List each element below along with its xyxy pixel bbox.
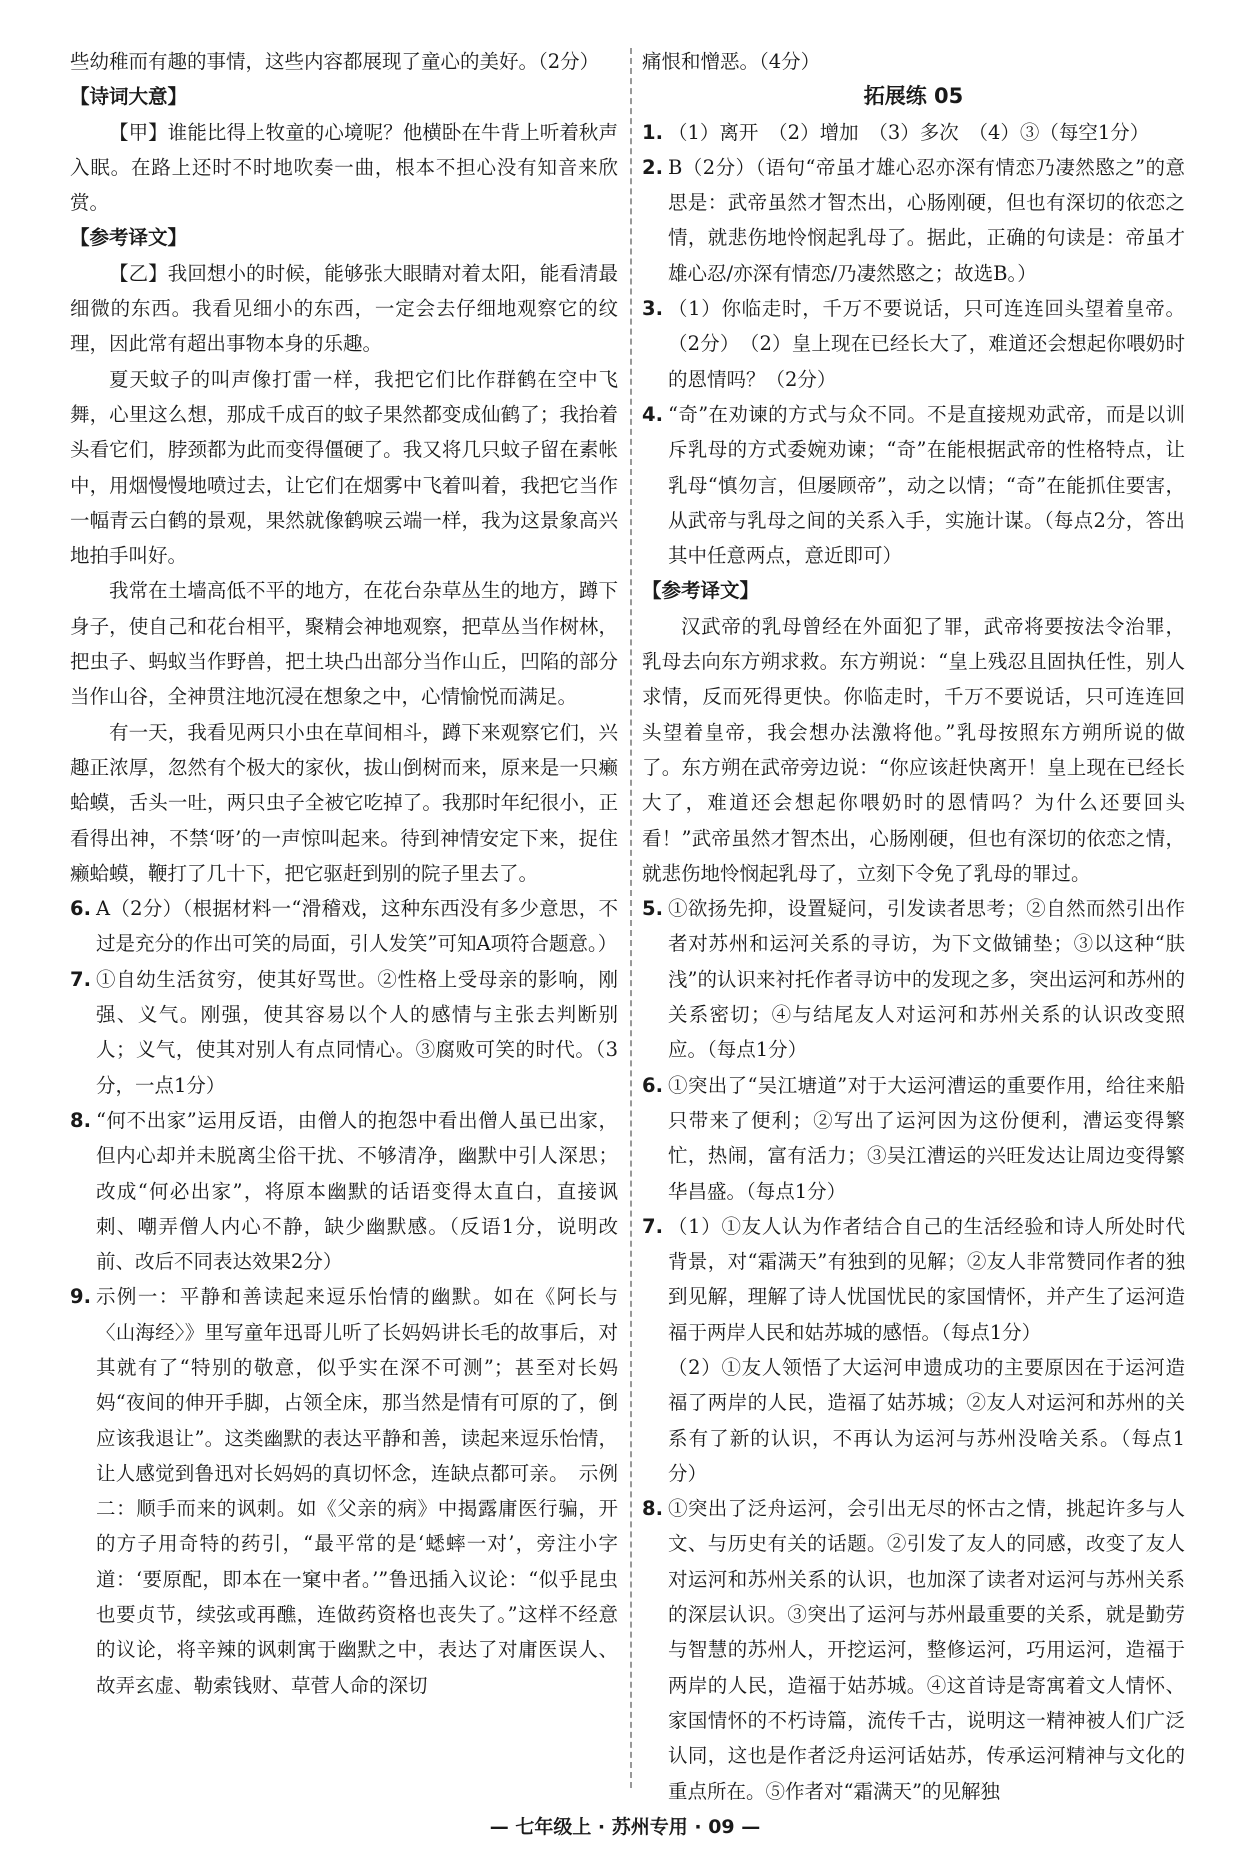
answer-number: 9.	[70, 1285, 91, 1309]
answer-text	[668, 1209, 1185, 1491]
continued-text: 痛恨和憎恶。（4分）	[642, 50, 821, 73]
answer-text: ①突出了“吴江塘道”对于大运河漕运的重要作用，给往来船只带来了便利；②写出了运河因为这份便利，漕运变得繁忙，热闹，富有活力；③吴江漕运的兴旺发达让周边变得繁华昌盛。（每点1分）	[668, 1073, 1185, 1203]
answer-6	[642, 1068, 1185, 1209]
answer-7	[642, 1209, 1185, 1491]
answer-text: 示例一：平静和善读起来逗乐怡情的幽默。如在《阿长与〈山海经〉》里写童年迅哥儿听了长妈妈讲长毛的故事后，对其就有了“特别的敬意，似乎实在深不可测”；甚至对长妈妈“夜间的伸开手脚，占领全床，那当然是情有可原的了，倒应该我退让”。这类幽默的表达平静和善，读起来逗乐怡情，让人感觉到鲁迅对长妈妈的真切怀念，连缺点都可亲。 示例二：顺手而来的讽刺。如《父亲的病》中揭露庸医行骗，开的方子用奇特的药引，“最平常的是‘蟋蟀一对’，旁注小字道：‘要原配，即本在一窠中者。’”鲁迅插入议论：“似乎昆虫也要贞节，续弦或再醮，连做药资格也丧失了。”这样不经意的议论，将辛辣的讽刺寓于幽默之中，表达了对庸医误人、故弄玄虚、勒索钱财、草菅人命的深切	[96, 1285, 618, 1697]
answer-1	[642, 115, 1185, 150]
answer-number: 3.	[642, 297, 663, 321]
answer-6	[70, 891, 618, 962]
answer-text: “奇”在劝谏的方式与众不同。不是直接规劝武帝，而是以训斥乳母的方式委婉劝谏；“奇”在能根据武帝的性格特点，让乳母“慎勿言，但屡顾帝”，动之以情；“奇”在能抓住要害，从武帝与乳母之间的关系入手，实施计谋。（每点2分，答出其中任意两点，意近即可）	[668, 402, 1185, 568]
answer-number: 2.	[642, 155, 663, 179]
intro-paragraph: 些幼稚而有趣的事情，这些内容都展现了童心的美好。（2分）	[70, 50, 600, 73]
translation-paragraph: 汉武帝的乳母曾经在外面犯了罪，武帝将要按法令治罪，乳母去向东方朔求救。东方朔说：“皇上残忍且固执任性，别人求情，反而死得更快。你临走时，千万不要说话，只可连连回头望着皇帝，我会想办法激将他。”乳母按照东方朔所说的做了。东方朔在武帝旁边说：“你应该赶快离开！皇上现在已经长大了，难道还会想起你喂奶时的恩情吗？为什么还要回头看！”武帝虽然才智杰出，心肠刚硬，但也有深切的依恋之情，就悲伤地怜悯起乳母了，立刻下令免了乳母的罪过。	[642, 614, 1185, 885]
answer-text: “何不出家”运用反语，由僧人的抱怨中看出僧人虽已出家，但内心却并未脱离尘俗干扰、不够清净，幽默中引人深思；改成“何必出家”，将原本幽默的话语变得太直白，直接讽刺、嘲弄僧人内心不静，缺少幽默感。（反语1分，说明改前、改后不同表达效果2分）	[96, 1108, 618, 1274]
yi-paragraph-4: 有一天，我看见两只小虫在草间相斗，蹲下来观察它们，兴趣正浓厚，忽然有个极大的家伙，拔山倒树而来，原来是一只癞蛤蟆，舌头一吐，两只虫子全被它吃掉了。我那时年纪很小，正看得出神，不禁‘呀’的一声惊叫起来。待到神情安定下来，捉住癞蛤蟆，鞭打了几十下，把它驱赶到别的院子里去了。	[70, 720, 618, 885]
answer-text: （1）离开 （2）增加 （3）多次 （4）③（每空1分）	[668, 120, 1150, 144]
answer-8	[70, 1103, 618, 1279]
column-divider	[630, 48, 632, 1788]
answer-number: 6.	[642, 1073, 663, 1097]
translation-heading: 【参考译文】	[642, 579, 760, 603]
answer-text: ①突出了泛舟运河，会引出无尽的怀古之情，挑起许多与人文、与历史有关的话题。②引发了友人的同感，改变了友人对运河和苏州关系的认识，也加深了读者对运河与苏州关系的深层认识。③突出了运河与苏州最重要的关系，就是勤劳与智慧的苏州人，开挖运河，整修运河，巧用运河，造福于两岸的人民，造福于姑苏城。④这首诗是寄寓着文人情怀、家国情怀的不朽诗篇，流传千古，说明这一精神被人们广泛认同，这也是作者泛舟运河话姑苏，传承运河精神与文化的重点所在。⑤作者对“霜满天”的见解独	[668, 1497, 1185, 1803]
translation-heading: 【参考译文】	[70, 226, 188, 250]
answer-number: 5.	[642, 897, 663, 921]
answer-number: 4.	[642, 402, 663, 426]
answer-2	[642, 150, 1185, 291]
answer-4	[642, 397, 1185, 573]
jia-paragraph: 【甲】谁能比得上牧童的心境呢？他横卧在牛背上听着秋声入眠。在路上还时不时地吹奏一曲，根本不担心没有知音来欣赏。	[70, 120, 618, 215]
answer-7-part-2: （2）①友人领悟了大运河申遗成功的主要原因在于运河造福了两岸的人民，造福了姑苏城；②友人对运河和苏州的关系有了新的认识，不再认为运河与苏州没啥关系。（每点1分）	[668, 1355, 1185, 1485]
answer-text: （1）你临走时，千万不要说话，只可连连回头望着皇帝。（2分） （2）皇上现在已经长大了，难道还会想起你喂奶时的恩情吗？（2分）	[668, 297, 1185, 391]
answer-3	[642, 291, 1185, 397]
answer-number: 8.	[70, 1108, 91, 1132]
left-column	[70, 44, 618, 1703]
yi-paragraph-2: 夏天蚊子的叫声像打雷一样，我把它们比作群鹤在空中飞舞，心里这么想，那成千成百的蚊子果然都变成仙鹤了；我抬着头看它们，脖颈都为此而变得僵硬了。我又将几只蚊子留在素帐中，用烟慢慢地喷过去，让它们在烟雾中飞着叫着，我把它当作一幅青云白鹤的景观，果然就像鹤唳云端一样，我为这景象高兴地拍手叫好。	[70, 367, 618, 568]
answer-9	[70, 1279, 618, 1703]
answer-text: ①自幼生活贫穷，使其好骂世。②性格上受母亲的影响，刚强、义气。刚强，使其容易以个人的感情与主张去判断别人；义气，使其对别人有点同情心。③腐败可笑的时代。（3分，一点1分）	[96, 967, 618, 1097]
answer-number: 7.	[642, 1214, 663, 1238]
yi-paragraph-1: 【乙】我回想小的时候，能够张大眼睛对着太阳，能看清最细微的东西。我看见细小的东西，一定会去仔细地观察它的纹理，因此常有超出事物本身的乐趣。	[70, 261, 618, 356]
answer-text: ①欲扬先抑，设置疑问，引发读者思考；②自然而然引出作者对苏州和运河关系的寻访，为下文做铺垫；③以这种“肤浅”的认识来衬托作者寻访中的发现之多，突出运河和苏州的关系密切；④与结尾友人对运河和苏州关系的认识改变照应。（每点1分）	[668, 897, 1185, 1062]
yi-paragraph-3: 我常在土墙高低不平的地方，在花台杂草丛生的地方，蹲下身子，使自己和花台相平，聚精会神地观察，把草丛当作树林，把虫子、蚂蚁当作野兽，把土块凸出部分当作山丘，凹陷的部分当作山谷，全神贯注地沉浸在想象之中，心情愉悦而满足。	[70, 579, 618, 709]
answer-text: A（2分）（根据材料一“滑稽戏，这种东西没有多少意思，不过是充分的作出可笑的局面，引人发笑”可知A项符合题意。）	[96, 897, 618, 956]
page-footer: — 七年级上 · 苏州专用 · 09 —	[489, 1816, 761, 1838]
answer-7-part-1: （1）①友人认为作者结合自己的生活经验和诗人所处时代背景，对“霜满天”有独到的见解；②友人非常赞同作者的独到见解，理解了诗人忧国忧民的家国情怀，并产生了运河造福于两岸人民和姑苏城的感悟。（每点1分）	[668, 1214, 1185, 1344]
answer-number: 8.	[642, 1497, 663, 1521]
poem-meaning-heading: 【诗词大意】	[70, 85, 188, 109]
answer-5	[642, 891, 1185, 1067]
right-column	[642, 44, 1185, 1809]
answer-8	[642, 1491, 1185, 1809]
answer-number: 1.	[642, 120, 663, 144]
section-title: 拓展练 05	[863, 84, 964, 109]
answer-number: 7.	[70, 967, 91, 991]
answer-text: B（2分）（语句“帝虽才雄心忍亦深有情恋乃凄然愍之”的意思是：武帝虽然才智杰出，心肠刚硬，但也有深切的依恋之情，就悲伤地怜悯起乳母了。据此，正确的句读是：帝虽才雄心忍/亦深有情恋/乃凄然愍之；故选B。）	[668, 155, 1185, 285]
answer-7	[70, 962, 618, 1103]
answer-number: 6.	[70, 897, 91, 921]
